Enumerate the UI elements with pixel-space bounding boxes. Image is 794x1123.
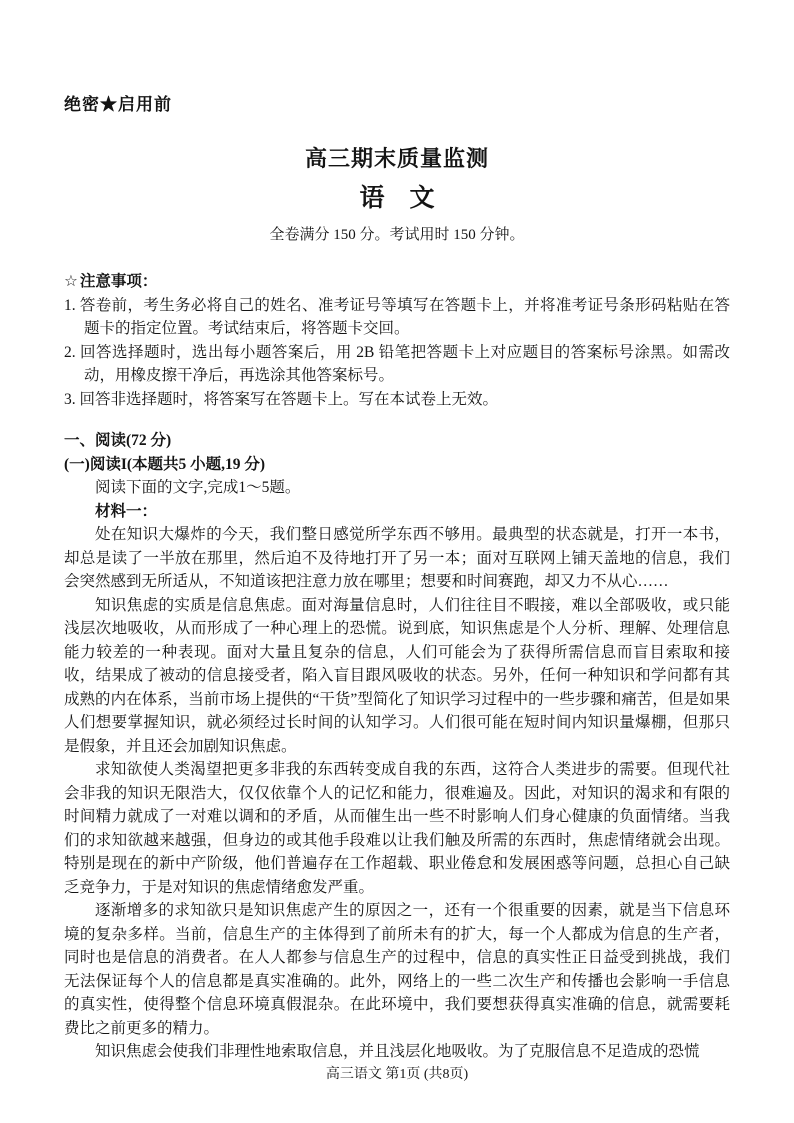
- notice-item-3: 3. 回答非选择题时，将答案写在答题卡上。写在本试卷上无效。: [64, 390, 499, 408]
- notice-heading: [64, 270, 730, 294]
- sub-heading: (一)阅读I(本题共5 小题,19 分): [64, 455, 266, 473]
- material-paragraph-5: 知识焦虑会使我们非理性地索取信息，并且浅层化地吸收。为了克服信息不足造成的恐慌: [95, 1043, 700, 1060]
- reading-instruction: 阅读下面的文字,完成1～5题。: [95, 479, 301, 496]
- subject-title: 语 文: [359, 185, 435, 212]
- exam-info-line: 全卷满分 150 分。考试用时 150 分钟。: [269, 227, 525, 243]
- reading-section: [64, 429, 730, 1064]
- material-one-label: 材料一：: [95, 502, 158, 520]
- material-paragraph-2: 知识焦虑的实质是信息焦虑。面对海量信息时，人们往往目不暇接，难以全部吸收，或只能浅层次地吸收，从而形成了一种心理上的恐慌。说到底，知识焦虑是个人分析、理解、处理信息能力较差的一种表现。面对大量且复杂的信息，人们可能会为了获得所需信息而盲目索取和接收，结果成了被动的信息接受者，陷入盲目跟风吸收的状态。另外，任何一种知识和学问都有其成熟的内在体系，当前市场上提供的“干货”型简化了知识学习过程中的一些步骤和痛苦，但是如果人们想要掌握知识，就必须经过长时间的认知学习。人们很可能在短时间内知识量爆棚，但那只是假象，并且还会加剧知识焦虑。: [64, 596, 730, 755]
- notice-heading-text: 注意事项：: [79, 273, 158, 290]
- notice-item-1: 1. 答卷前，考生务必将自己的姓名、准考证号等填写在答题卡上，并将准考证号条形码粘贴在答题卡的指定位置。考试结束后，将答题卡交回。: [64, 296, 730, 337]
- page-footer: 高三语文 第1页 (共8页): [325, 1067, 469, 1082]
- material-paragraph-4: 逐渐增多的求知欲只是知识焦虑产生的原因之一，还有一个很重要的因素，就是当下信息环境的复杂多样。当前，信息生产的主体得到了前所未有的扩大，每一个人都成为信息的生产者，同时也是信息的消费者。在人人都参与信息生产的过程中，信息的真实性正日益受到挑战，我们无法保证每个人的信息都是真实准确的。此外，网络上的一些二次生产和传播也会影响一手信息的真实性，使得整个信息环境真假混杂。在此环境中，我们要想获得真实准确的信息，就需要耗费比之前更多的精力。: [64, 902, 730, 1037]
- classification-label: 绝密★启用前: [64, 95, 172, 114]
- notice-section: [64, 270, 730, 411]
- star-marker-icon: ☆: [64, 273, 78, 290]
- notice-item-2: 2. 回答选择题时，选出每小题答案后，用 2B 铅笔把答题卡上对应题目的答案标号涂黑。如需改动，用橡皮擦干净后，再选涂其他答案标号。: [64, 343, 730, 384]
- material-paragraph-1: 处在知识大爆炸的今天，我们整日感觉所学东西不够用。最典型的状态就是，打开一本书，却总是读了一半放在那里，然后迫不及待地打开了另一本；面对互联网上铺天盖地的信息，我们会突然感到无所适从，不知道该把注意力放在哪里；想要和时间赛跑，却又力不从心……: [64, 526, 730, 590]
- exam-title: 高三期末质量监测: [304, 146, 489, 171]
- part-heading: 一、阅读(72 分): [64, 432, 172, 449]
- material-paragraph-3: 求知欲使人类渴望把更多非我的东西转变成自我的东西，这符合人类进步的需要。但现代社会非我的知识无限浩大，仅仅依靠个人的记忆和能力，很难遍及。因此，对知识的渴求和有限的时间精力就成了一对难以调和的矛盾，从而催生出一些不时影响人们身心健康的负面情绪。当我们的求知欲越来越强，但身边的或其他手段难以让我们触及所需的东西时，焦虑情绪就会出现。特别是现在的新中产阶级，他们普遍存在工作超载、职业倦怠和发展困惑等问题，总担心自己缺乏竞争力，于是对知识的焦虑情绪愈发严重。: [64, 761, 730, 896]
